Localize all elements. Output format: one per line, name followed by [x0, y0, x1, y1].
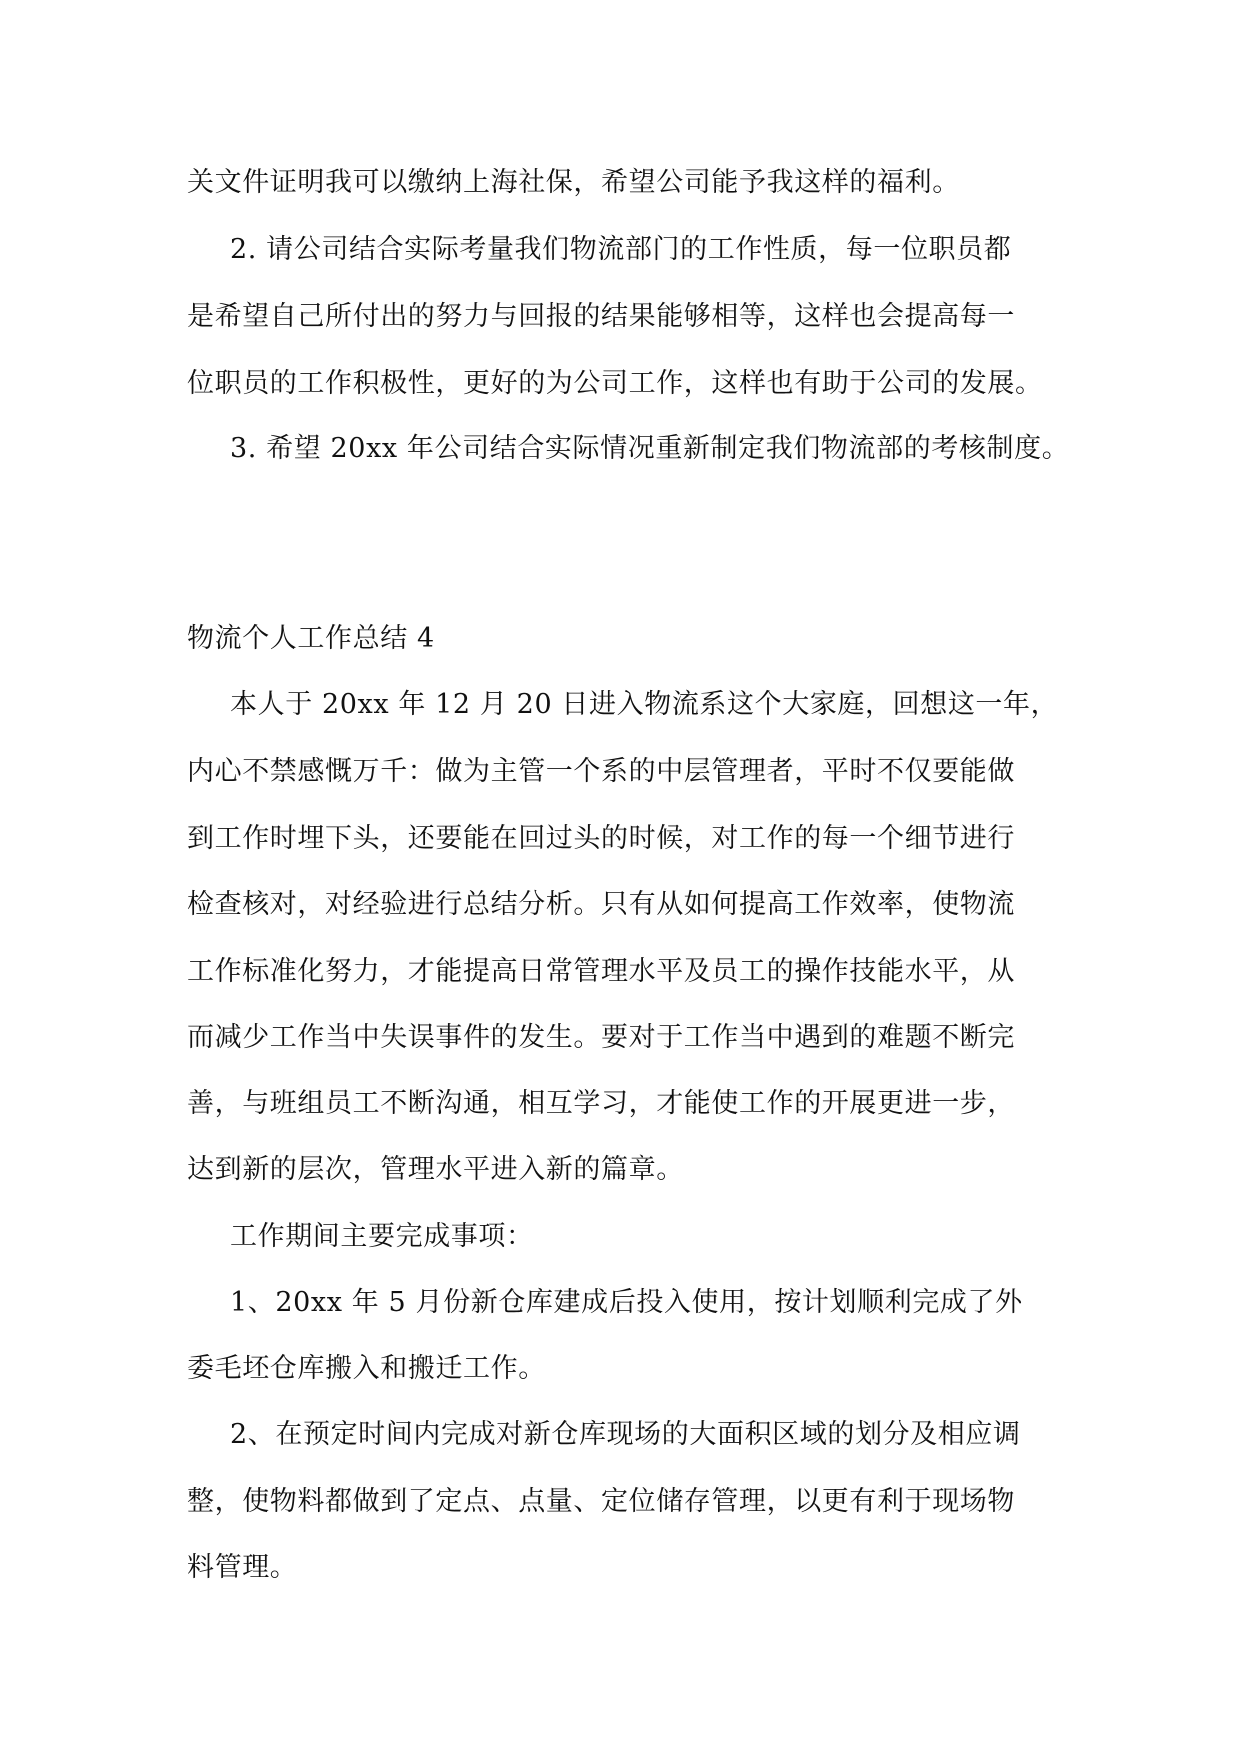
subheading-line: 工作期间主要完成事项：	[230, 1221, 534, 1252]
paragraph-line: 本人于 20xx 年 12 月 20 日进入物流系这个大家庭，回想这一年，	[230, 689, 1059, 720]
list-item-2-line: 2. 请公司结合实际考量我们物流部门的工作性质，每一位职员都	[230, 234, 1012, 265]
list-item-1-line: 1、20xx 年 5 月份新仓库建成后投入使用，按计划顺利完成了外	[230, 1287, 1023, 1318]
paragraph-line: 整，使物料都做到了定点、点量、定位储存管理，以更有利于现场物	[187, 1486, 1015, 1517]
list-item-3-line: 3. 希望 20xx 年公司结合实际情况重新制定我们物流部的考核制度。	[230, 433, 1070, 464]
paragraph-line: 位职员的工作积极性，更好的为公司工作，这样也有助于公司的发展。	[187, 368, 1043, 399]
paragraph-line: 料管理。	[187, 1552, 298, 1583]
paragraph-line: 委毛坯仓库搬入和搬迁工作。	[187, 1353, 546, 1384]
paragraph-line: 关文件证明我可以缴纳上海社保，希望公司能予我这样的福利。	[187, 167, 960, 198]
section-heading: 物流个人工作总结 4	[187, 623, 435, 654]
paragraph-line: 善，与班组员工不断沟通，相互学习，才能使工作的开展更进一步，	[187, 1088, 1015, 1119]
paragraph-line: 检查核对，对经验进行总结分析。只有从如何提高工作效率，使物流	[187, 889, 1015, 920]
paragraph-line: 而减少工作当中失误事件的发生。要对于工作当中遇到的难题不断完	[187, 1022, 1015, 1053]
paragraph-line: 是希望自己所付出的努力与回报的结果能够相等，这样也会提高每一	[187, 301, 1015, 332]
paragraph-line: 到工作时埋下头，还要能在回过头的时候，对工作的每一个细节进行	[187, 823, 1015, 854]
list-item-2-line: 2、在预定时间内完成对新仓库现场的大面积区域的划分及相应调	[230, 1419, 1021, 1450]
paragraph-line: 达到新的层次，管理水平进入新的篇章。	[187, 1154, 684, 1185]
paragraph-line: 内心不禁感慨万千：做为主管一个系的中层管理者，平时不仅要能做	[187, 756, 1015, 787]
paragraph-line: 工作标准化努力，才能提高日常管理水平及员工的操作技能水平，从	[187, 956, 1015, 987]
